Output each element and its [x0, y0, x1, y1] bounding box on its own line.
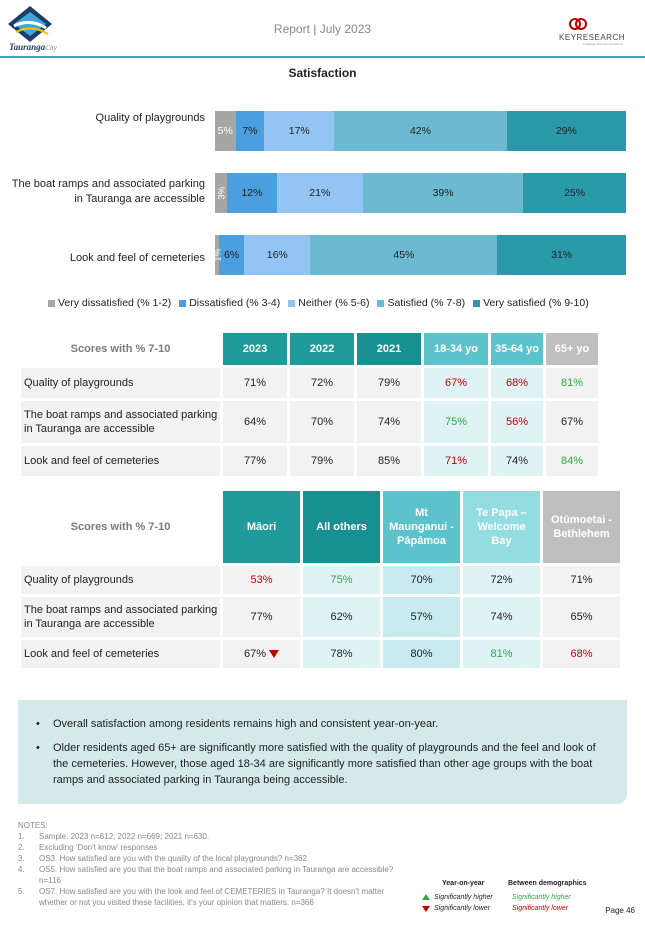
notes-heading: NOTES:	[18, 821, 48, 830]
table-cell: 70%	[383, 566, 460, 594]
summary-box	[18, 700, 627, 804]
table-row	[21, 368, 598, 398]
column-header: Mt Maunganui - Pāpāmoa	[383, 491, 460, 563]
note-item: 1. Sample: 2023 n=612; 2022 n=669; 2021 n=630.	[18, 832, 210, 841]
table-title: Scores with % 7-10	[21, 491, 220, 563]
table-cell: 74%	[463, 597, 540, 637]
table-row	[21, 597, 620, 637]
column-header: All others	[303, 491, 380, 563]
bar-segment	[310, 235, 497, 275]
bar-segment	[264, 111, 334, 151]
table-cell: 75%	[303, 566, 380, 594]
table-row	[21, 446, 598, 476]
legend-entry	[48, 297, 171, 309]
bar-data-label: 3%	[216, 186, 227, 200]
table-cell: 79%	[357, 368, 421, 398]
table-row	[21, 566, 620, 594]
table-cell: 72%	[290, 368, 354, 398]
row-label: The boat ramps and associated parking in Tauranga are accessible	[21, 401, 220, 443]
scores-table-demographics	[18, 488, 623, 671]
brand-name: KEYRESEARCH	[559, 33, 625, 42]
table-cell: 79%	[290, 446, 354, 476]
chart-category-label: The boat ramps and associated parking in Tauranga are accessible	[11, 178, 205, 205]
legend-label: Satisfied (% 7-8)	[387, 297, 466, 309]
bar-segment	[497, 235, 626, 275]
table-cell: 67%	[223, 640, 300, 668]
table-cell: 53%	[223, 566, 300, 594]
note-item: 2. Excluding 'Don't know' responses	[18, 843, 158, 852]
table-cell: 75%	[424, 401, 488, 443]
bar-data-label: 29%	[555, 125, 577, 137]
section-title: Satisfaction	[288, 66, 357, 80]
table-cell: 85%	[357, 446, 421, 476]
row-label: The boat ramps and associated parking in Tauranga are accessible	[21, 597, 220, 637]
table-title: Scores with % 7-10	[21, 333, 220, 365]
legend-col-demographics: Between demographics	[508, 880, 587, 887]
significantly-higher-triangle-icon	[422, 894, 430, 900]
bar-data-label: 39%	[432, 187, 454, 199]
legend-higher: Significantly higher	[434, 894, 493, 901]
scores-table-year-age	[18, 330, 601, 479]
summary-bullet: • Older residents aged 65+ are significantly more satisfied with the quality of playgrounds and the feel and look of the cemeteries. However, those aged 18-34 are significantly more satisfied than other age groups with the boat ramps and associated parking in Tauranga being accessible.	[34, 740, 613, 788]
bar-data-label: 25%	[564, 187, 586, 199]
legend-swatch	[288, 300, 295, 307]
bar-row	[215, 111, 626, 151]
note-item: 5. OS7. How satisfied are you with the look and feel of CEMETERIES in Tauranga? It doesn't matter whether or not you visited these facilities, it's your opinion that matters. n=366	[18, 887, 385, 907]
table-cell: 70%	[290, 401, 354, 443]
row-label: Look and feel of cemeteries	[21, 446, 220, 476]
report-title: Report | July 2023	[273, 22, 372, 36]
row-label: Look and feel of cemeteries	[21, 640, 220, 668]
page-header	[0, 0, 645, 58]
page-number: Page 46	[605, 906, 635, 915]
legend-label: Dissatisfied (% 3-4)	[189, 297, 281, 309]
bar-row	[212, 235, 626, 275]
header-divider	[0, 56, 645, 58]
row-label: Quality of playgrounds	[21, 566, 220, 594]
column-header: 35-64 yo	[491, 333, 543, 365]
table-row	[21, 401, 598, 443]
legend-swatch	[377, 300, 384, 307]
table-cell: 77%	[223, 446, 287, 476]
table-cell: 65%	[543, 597, 620, 637]
logo-wordmark: TaurangaCity	[9, 42, 57, 52]
bar-data-label: 6%	[224, 249, 240, 261]
table-cell: 62%	[303, 597, 380, 637]
column-header: 65+ yo	[546, 333, 598, 365]
legend-label: Very satisfied (% 9-10)	[483, 297, 589, 309]
significantly-lower-triangle-icon	[269, 650, 279, 658]
bar-segment	[236, 111, 265, 151]
legend-lower: Significantly lower	[434, 905, 491, 912]
bar-data-label: 42%	[409, 125, 431, 137]
table-cell: 81%	[546, 368, 598, 398]
legend-lower-demographic: Significantly lower	[512, 905, 569, 912]
table-cell: 74%	[491, 446, 543, 476]
bar-segment	[507, 111, 626, 151]
bar-data-label: 31%	[551, 249, 573, 261]
legend-entry	[179, 297, 280, 309]
table-cell: 71%	[424, 446, 488, 476]
legend-label: Very dissatisfied (% 1-2)	[58, 297, 172, 309]
table-cell: 68%	[491, 368, 543, 398]
column-header: Māori	[223, 491, 300, 563]
chart-category-label: Quality of playgrounds	[95, 112, 205, 124]
bar-data-label: 7%	[242, 125, 258, 137]
bar-data-label: 5%	[217, 125, 233, 137]
column-header: 18-34 yo	[424, 333, 488, 365]
table-cell: 56%	[491, 401, 543, 443]
notes	[18, 820, 398, 908]
chart-category-label: Look and feel of cemeteries	[69, 252, 205, 264]
bar-row	[215, 173, 626, 213]
bar-segment	[219, 235, 244, 275]
bar-segment	[277, 173, 363, 213]
bar-segment	[523, 173, 626, 213]
column-header: Te Papa – Welcome Bay	[463, 491, 540, 563]
legend-entry	[473, 297, 589, 309]
bar-data-label: 21%	[309, 187, 331, 199]
bar-segment	[334, 111, 507, 151]
table-cell: 68%	[543, 640, 620, 668]
legend-entry	[288, 297, 369, 309]
brand-tagline: Intelligent Business Decisions	[583, 42, 623, 46]
table-cell: 72%	[463, 566, 540, 594]
note-item: 4. OS5. How satisfied are you that the boat ramps and associated parking in Tauranga are accessible? n=116	[18, 865, 394, 885]
legend-swatch	[179, 300, 186, 307]
column-header: Otūmoetai - Bethlehem	[543, 491, 620, 563]
bar-data-label: 16%	[266, 249, 288, 261]
bar-data-label: 45%	[393, 249, 415, 261]
table-cell: 77%	[223, 597, 300, 637]
row-label: Quality of playgrounds	[21, 368, 220, 398]
bar-segment	[244, 235, 310, 275]
table-cell: 57%	[383, 597, 460, 637]
bar-segment	[363, 173, 523, 213]
table-cell: 78%	[303, 640, 380, 668]
chart-legend	[48, 297, 589, 309]
legend-label: Neither (% 5-6)	[298, 297, 370, 309]
bar-segment	[215, 111, 236, 151]
legend-col-year: Year-on-year	[442, 880, 485, 887]
legend-swatch	[48, 300, 55, 307]
bar-segment	[227, 173, 276, 213]
table-cell: 81%	[463, 640, 540, 668]
significantly-lower-triangle-icon	[422, 906, 430, 912]
table-cell: 67%	[424, 368, 488, 398]
table-cell: 80%	[383, 640, 460, 668]
table-cell: 71%	[543, 566, 620, 594]
table-cell: 71%	[223, 368, 287, 398]
legend-higher-demographic: Significantly higher	[512, 894, 571, 901]
bar-data-label: 1%	[212, 248, 223, 262]
table-cell: 74%	[357, 401, 421, 443]
summary-bullet: • Overall satisfaction among residents remains high and consistent year-on-year.	[34, 716, 613, 732]
note-item: 3. OS3. How satisfied are you with the quality of the local playgrounds? n=362	[18, 854, 307, 863]
column-header: 2021	[357, 333, 421, 365]
table-cell: 84%	[546, 446, 598, 476]
table-cell: 67%	[546, 401, 598, 443]
column-header: 2023	[223, 333, 287, 365]
bar-data-label: 12%	[241, 187, 263, 199]
table-row	[21, 640, 620, 668]
column-header: 2022	[290, 333, 354, 365]
legend-entry	[377, 297, 465, 309]
bar-segment	[215, 173, 227, 213]
bar-data-label: 17%	[288, 125, 310, 137]
table-cell: 64%	[223, 401, 287, 443]
legend-swatch	[473, 300, 480, 307]
